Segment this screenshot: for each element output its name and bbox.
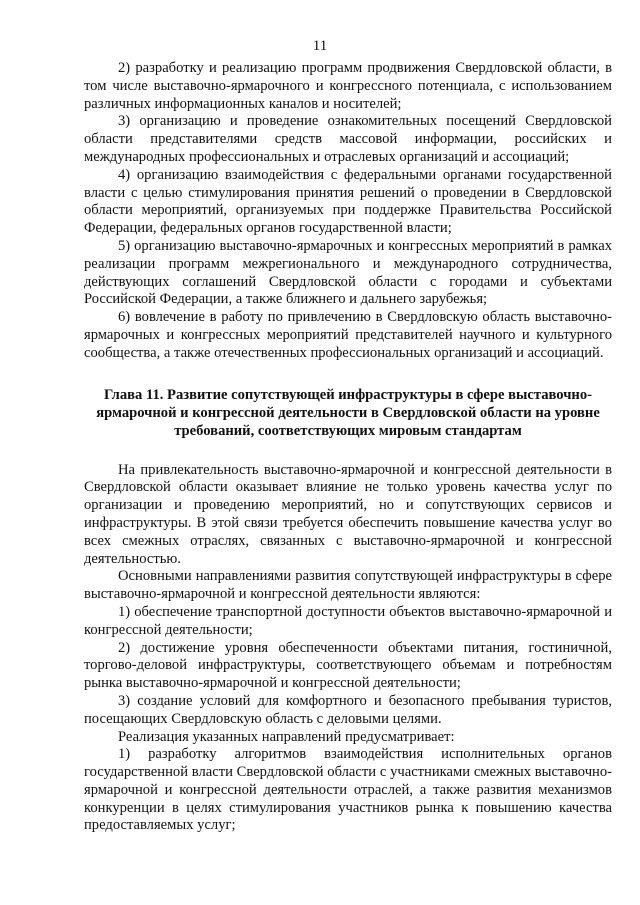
list-item: 3) создание условий для комфортного и безопасного пребывания туристов, посещающих Свердловскую область с деловыми целями. — [84, 692, 612, 727]
list-item: 1) разработку алгоритмов взаимодействия исполнительных органов государственной власти Свердловской области с участниками смежных выставочно-ярмарочной и конгрессной деятельности отраслей, а также развития механизмов конкуренции в целях стимулирования участников рынка к повышению качества предоставляемых услуг; — [84, 746, 612, 834]
body-paragraph: Реализация указанных направлений предусматривает: — [118, 728, 455, 745]
page-content — [84, 60, 612, 835]
list-item: 2) разработку и реализацию программ продвижения Свердловской области, в том числе выставочно-ярмарочного и конгрессного потенциала, с использованием различных информационных каналов и носителей; — [84, 60, 612, 112]
body-paragraph: На привлекательность выставочно-ярмарочной и конгрессной деятельности в Свердловской области оказывает влияние не только уровень качества услуг по организации и проведению мероприятий, но и сопутствующих сервисов и инфраструктуры. В этой связи требуется обеспечить повышение качества услуг во всех смежных отраслях, связанных с выставочно-ярмарочной и конгрессной деятельностью. — [84, 461, 612, 567]
chapter-heading: Глава 11. Развитие сопутствующей инфраструктуры в сфере выставочно-ярмарочной и конгрессной деятельности в Свердловской области на уровне требований, соответствующих мировым стандартам — [96, 386, 600, 439]
list-item: 6) вовлечение в работу по привлечению в Свердловскую область выставочно-ярмарочных и конгрессных мероприятий представителей научного и культурного сообщества, а также отечественных профессиональных организаций и ассоциаций. — [84, 309, 612, 361]
list-item: 1) обеспечение транспортной доступности объектов выставочно-ярмарочной и конгрессной деятельности; — [84, 603, 612, 638]
list-item: 4) организацию взаимодействия с федеральными органами государственной власти с целью стимулирования принятия решений о проведении в Свердловской области мероприятий, организуемых при поддержке Правительства Российской Федерации, федеральных органов государственной власти; — [84, 166, 612, 237]
list-item: 3) организацию и проведение ознакомительных посещений Свердловской области представителями средств массовой информации, российских и международных профессиональных и отраслевых организаций и ассоциаций; — [84, 113, 612, 165]
list-item: 2) достижение уровня обеспеченности объектами питания, гостиничной, торгово-деловой инфраструктуры, соответствующего объемам и потребностям рынка выставочно-ярмарочной и конгрессной деятельности; — [84, 639, 612, 692]
body-paragraph: Основными направлениями развития сопутствующей инфраструктуры в сфере выставочно-ярмарочной и конгрессной деятельности являются: — [84, 568, 612, 603]
page-number: 11 — [312, 38, 328, 54]
list-item: 5) организацию выставочно-ярмарочных и конгрессных мероприятий в рамках реализации программ межрегионального и международного сотрудничества, действующих соглашений Свердловской области с городами и субъектами Российской Федерации, а также ближнего и дальнего зарубежья; — [84, 237, 612, 308]
